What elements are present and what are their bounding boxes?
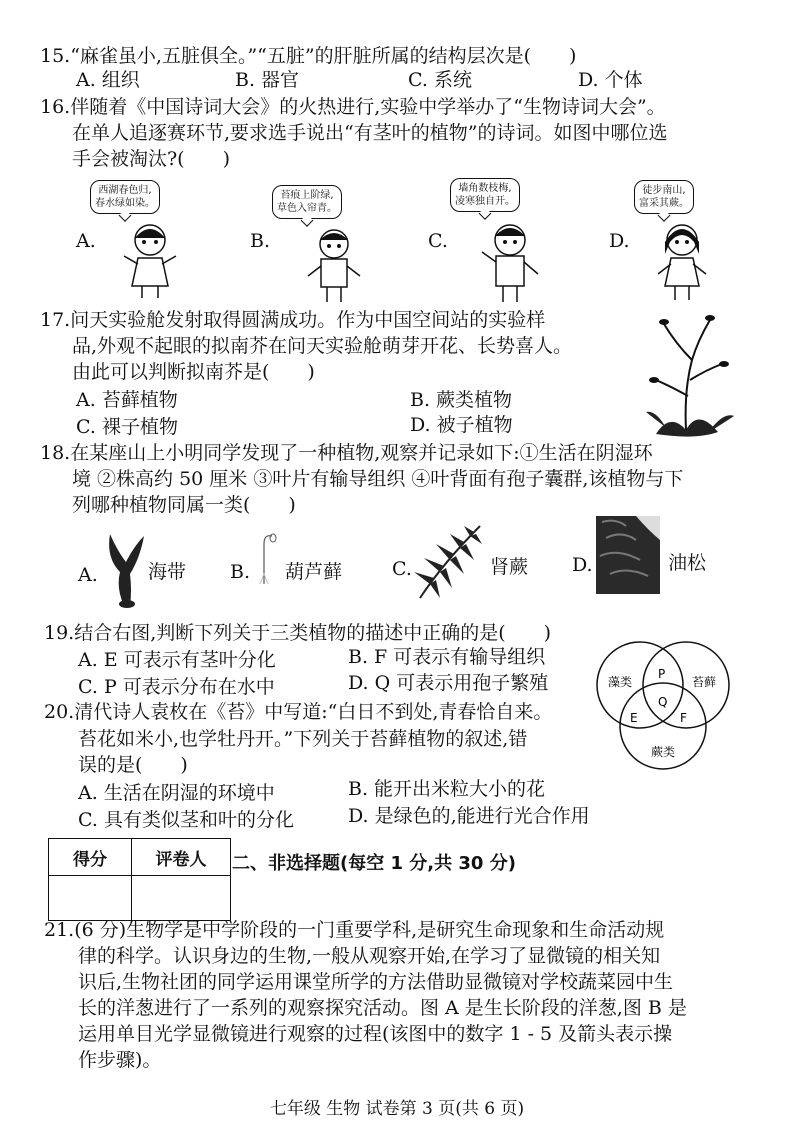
q20-line-1: 20.清代诗人袁枚在《苔》中写道:“白日不到处,青春恰自来。 xyxy=(44,701,553,723)
score-cell[interactable] xyxy=(49,876,132,921)
q17-line-1: 17.问天实验舱发射取得圆满成功。作为中国空间站的实验样 xyxy=(40,309,546,331)
venn-label-moss: 苔藓 xyxy=(692,675,717,689)
q18-option-d-label: D. xyxy=(572,554,593,576)
q21-line-4: 长的洋葱进行了一系列的观察探究活动。图 A 是生长阶段的洋葱,图 B 是 xyxy=(78,997,687,1019)
q20-option-d: D. 是绿色的,能进行光合作用 xyxy=(348,805,590,827)
q18-option-a-label: A. xyxy=(78,564,98,586)
q18-option-b-name: 葫芦藓 xyxy=(285,561,343,583)
q16-option-d-label: D. xyxy=(609,230,630,252)
section-2-heading: 二、非选择题(每空 1 分,共 30 分) xyxy=(232,853,516,874)
q19-option-d: D. Q 可表示用孢子繁殖 xyxy=(348,672,549,694)
score-table xyxy=(48,838,231,921)
q16-option-c-label: C. xyxy=(428,230,448,252)
q18-option-b-label: B. xyxy=(230,561,251,583)
q16-option-a-label: A. xyxy=(76,230,96,252)
q21-line-6: 作步骤)。 xyxy=(78,1049,162,1071)
q21-line-3: 识后,生物社团的同学运用课堂所学的方法借助显微镜对学校蔬菜园中生 xyxy=(78,971,674,993)
q15-option-a: A. 组织 xyxy=(76,69,140,91)
boy-figure-b-icon xyxy=(304,226,364,304)
pine-tree-icon xyxy=(596,516,660,594)
fern-icon xyxy=(410,522,490,600)
girl-figure-a-icon xyxy=(120,220,180,300)
q18-option-c-label: C. xyxy=(392,558,412,580)
q16-bubble-d: 徒步南山, 富采其蕨。 xyxy=(634,180,694,214)
arabidopsis-plant-icon xyxy=(626,300,746,440)
q15-option-c: C. 系统 xyxy=(408,69,472,91)
venn-region-f: F xyxy=(680,711,687,725)
q17-line-2: 品,外观不起眼的拟南芥在问天实验舱萌芽开花、长势喜人。 xyxy=(72,335,573,357)
moss-icon xyxy=(256,530,280,586)
venn-label-algae: 藻类 xyxy=(608,675,633,689)
q16-bubble-b: 苔痕上阶绿, 草色入帘青。 xyxy=(272,185,342,219)
q17-line-3: 由此可以判断拟南芥是( ) xyxy=(72,361,315,383)
q17-option-b: B. 蕨类植物 xyxy=(410,389,513,411)
grader-header: 评卷人 xyxy=(132,839,231,876)
q18-line-2: 境 ②株高约 50 厘米 ③叶片有输导组织 ④叶背面有孢子囊群,该植物与下 xyxy=(72,468,684,490)
q20-line-2: 苔花如米小,也学牡丹开。”下列关于苔藓植物的叙述,错 xyxy=(78,728,528,750)
q19-option-a: A. E 可表示有茎叶分化 xyxy=(78,649,276,671)
q16-line-2: 在单人追逐赛环节,要求选手说出“有茎叶的植物”的诗词。如图中哪位选 xyxy=(72,122,668,144)
q20-option-c: C. 具有类似茎和叶的分化 xyxy=(78,809,294,831)
boy-figure-c-icon xyxy=(480,220,540,304)
venn-region-q: Q xyxy=(658,695,668,709)
venn-region-p: P xyxy=(658,667,666,681)
score-header: 得分 xyxy=(49,839,132,876)
q18-line-3: 列哪种植物同属一类( ) xyxy=(72,494,296,516)
q19-option-b: B. F 可表示有输导组织 xyxy=(348,646,546,668)
q18-line-1: 18.在某座山上小明同学发现了一种植物,观察并记录如下:①生活在阴湿环 xyxy=(40,442,653,464)
q20-line-3: 误的是( ) xyxy=(78,754,188,776)
q16-bubble-a: 西湖春色归, 春水绿如染。 xyxy=(90,180,160,214)
q18-option-c-name: 肾蕨 xyxy=(490,556,529,578)
q21-line-2: 律的科学。认识身边的生物,一般从观察开始,在学习了显微镜的相关知 xyxy=(78,945,661,967)
q21-line-5: 运用单目光学显微镜进行观察的过程(该图中的数字 1 - 5 及箭头表示操 xyxy=(78,1023,673,1045)
page-footer: 七年级 生物 试卷第 3 页(共 6 页) xyxy=(269,1099,525,1119)
q16-line-1: 16.伴随着《中国诗词大会》的火热进行,实验中学举办了“生物诗词大会”。 xyxy=(40,96,666,118)
q16-line-3: 手会被淘汰?( ) xyxy=(72,148,231,170)
q15-stem: 15.“麻雀虽小,五脏俱全。”“五脏”的肝脏所属的结构层次是( ) xyxy=(40,45,577,67)
q18-option-a-name: 海带 xyxy=(148,561,187,583)
q18-option-d-name: 油松 xyxy=(668,552,707,574)
q17-option-d: D. 被子植物 xyxy=(410,414,513,436)
q20-option-b: B. 能开出米粒大小的花 xyxy=(348,778,546,800)
venn-diagram xyxy=(578,640,768,770)
q16-bubble-c: 墙角数枝梅, 凌寒独自开。 xyxy=(450,178,520,212)
q19-option-c: C. P 可表示分布在水中 xyxy=(78,676,275,698)
venn-label-fern: 蕨类 xyxy=(651,745,676,759)
q19-stem: 19.结合右图,判断下列关于三类植物的描述中正确的是( ) xyxy=(44,622,552,644)
q16-option-b-label: B. xyxy=(250,230,271,252)
kelp-icon xyxy=(100,528,150,608)
girl-figure-d-icon xyxy=(652,220,712,302)
q15-option-d: D. 个体 xyxy=(578,69,643,91)
grader-cell[interactable] xyxy=(132,876,231,921)
q15-option-b: B. 器官 xyxy=(235,69,300,91)
q20-option-a: A. 生活在阴湿的环境中 xyxy=(78,782,275,804)
q21-line-1: 21.(6 分)生物学是中学阶段的一门重要学科,是研究生命现象和生命活动规 xyxy=(44,919,665,941)
q17-option-c: C. 裸子植物 xyxy=(76,416,178,438)
q17-option-a: A. 苔藓植物 xyxy=(76,389,178,411)
venn-region-e: E xyxy=(630,711,638,725)
